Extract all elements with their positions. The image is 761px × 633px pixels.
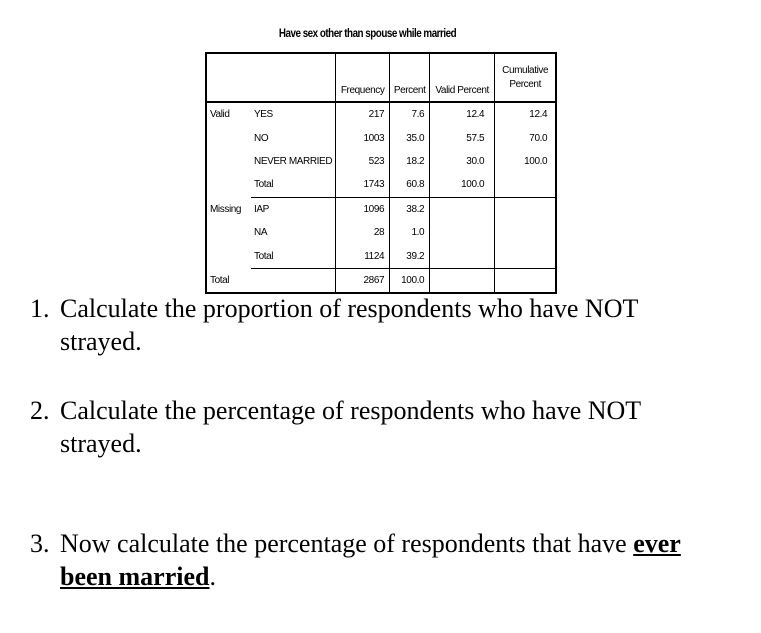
question-text-line2: strayed. [60, 327, 142, 356]
question-text-line2: strayed. [60, 429, 142, 458]
header-cumulative-line1: Cumulative [502, 64, 549, 76]
row-percent: 35.0 [390, 126, 430, 149]
row-section [206, 126, 251, 149]
row-cumulative [495, 268, 557, 293]
row-valid-percent: 57.5 [430, 126, 495, 149]
row-cumulative [495, 173, 557, 197]
header-percent: Percent [390, 53, 430, 102]
row-section [206, 244, 251, 268]
question-1 [30, 292, 745, 358]
table-row [206, 197, 556, 221]
row-frequency: 1003 [336, 126, 390, 149]
row-percent: 7.6 [390, 102, 430, 126]
row-category: NEVER MARRIED [254, 155, 333, 167]
row-category: IAP [254, 203, 269, 215]
table-row [206, 244, 556, 268]
question-number: 3. [30, 529, 50, 558]
header-frequency: Frequency [336, 53, 390, 102]
row-category: Total [251, 173, 336, 197]
table-row [206, 102, 556, 126]
row-cumulative: 100.0 [495, 150, 557, 173]
row-category: Total [251, 244, 336, 268]
row-percent: 39.2 [390, 244, 430, 268]
row-frequency: 217 [336, 102, 390, 126]
row-valid-percent [430, 197, 495, 221]
row-valid-percent: 12.4 [430, 102, 495, 126]
row-valid-percent [430, 268, 495, 293]
row-valid-percent [430, 221, 495, 244]
row-percent: 1.0 [390, 221, 430, 244]
frequency-table [205, 52, 557, 294]
header-blank-category [251, 53, 336, 102]
row-category: NA [254, 227, 268, 239]
row-frequency: 1743 [336, 173, 390, 197]
row-frequency: 28 [336, 221, 390, 244]
question-text-period: . [209, 562, 216, 591]
row-percent: 38.2 [390, 197, 430, 221]
header-valid-percent: Valid Percent [430, 53, 495, 102]
row-section [206, 173, 251, 197]
row-frequency: 2867 [336, 268, 390, 293]
table-row [206, 173, 556, 197]
question-2 [30, 394, 745, 460]
table-header-row [206, 53, 556, 102]
question-3 [30, 527, 745, 593]
question-emphasis-ever: ever [633, 529, 681, 558]
row-section: Missing [210, 203, 242, 215]
row-cumulative [495, 221, 557, 244]
row-category: YES [254, 109, 273, 121]
question-emphasis-been-married: been married [60, 562, 210, 591]
row-cumulative: 70.0 [495, 126, 557, 149]
table-row [206, 221, 556, 244]
table-row [206, 268, 556, 293]
header-cumulative-line2: Percent [509, 78, 541, 90]
row-section [206, 150, 251, 173]
header-blank-section [206, 53, 251, 102]
table-title: Have sex other than spouse while married [278, 26, 457, 40]
row-section: Total [210, 274, 230, 286]
question-text-line1: Calculate the percentage of respondents who have NOT [60, 396, 642, 425]
row-section: Valid [210, 109, 230, 121]
row-valid-percent: 30.0 [430, 150, 495, 173]
row-cumulative: 12.4 [495, 102, 557, 126]
row-section [206, 221, 251, 244]
row-cumulative [495, 197, 557, 221]
row-percent: 60.8 [390, 173, 430, 197]
row-frequency: 1096 [336, 197, 390, 221]
question-number: 2. [30, 396, 50, 425]
header-cumulative-percent [495, 53, 557, 102]
row-percent: 18.2 [390, 150, 430, 173]
table-row [206, 126, 556, 149]
row-frequency: 523 [336, 150, 390, 173]
row-category [251, 268, 336, 293]
question-text-line1: Now calculate the percentage of respondents that have [60, 529, 634, 558]
row-valid-percent: 100.0 [430, 173, 495, 197]
question-number: 1. [30, 294, 50, 323]
table-row [206, 150, 556, 173]
row-cumulative [495, 244, 557, 268]
row-frequency: 1124 [336, 244, 390, 268]
question-text-line1: Calculate the proportion of respondents who have NOT [60, 294, 639, 323]
row-category: NO [254, 132, 269, 144]
row-percent: 100.0 [390, 268, 430, 293]
row-valid-percent [430, 244, 495, 268]
